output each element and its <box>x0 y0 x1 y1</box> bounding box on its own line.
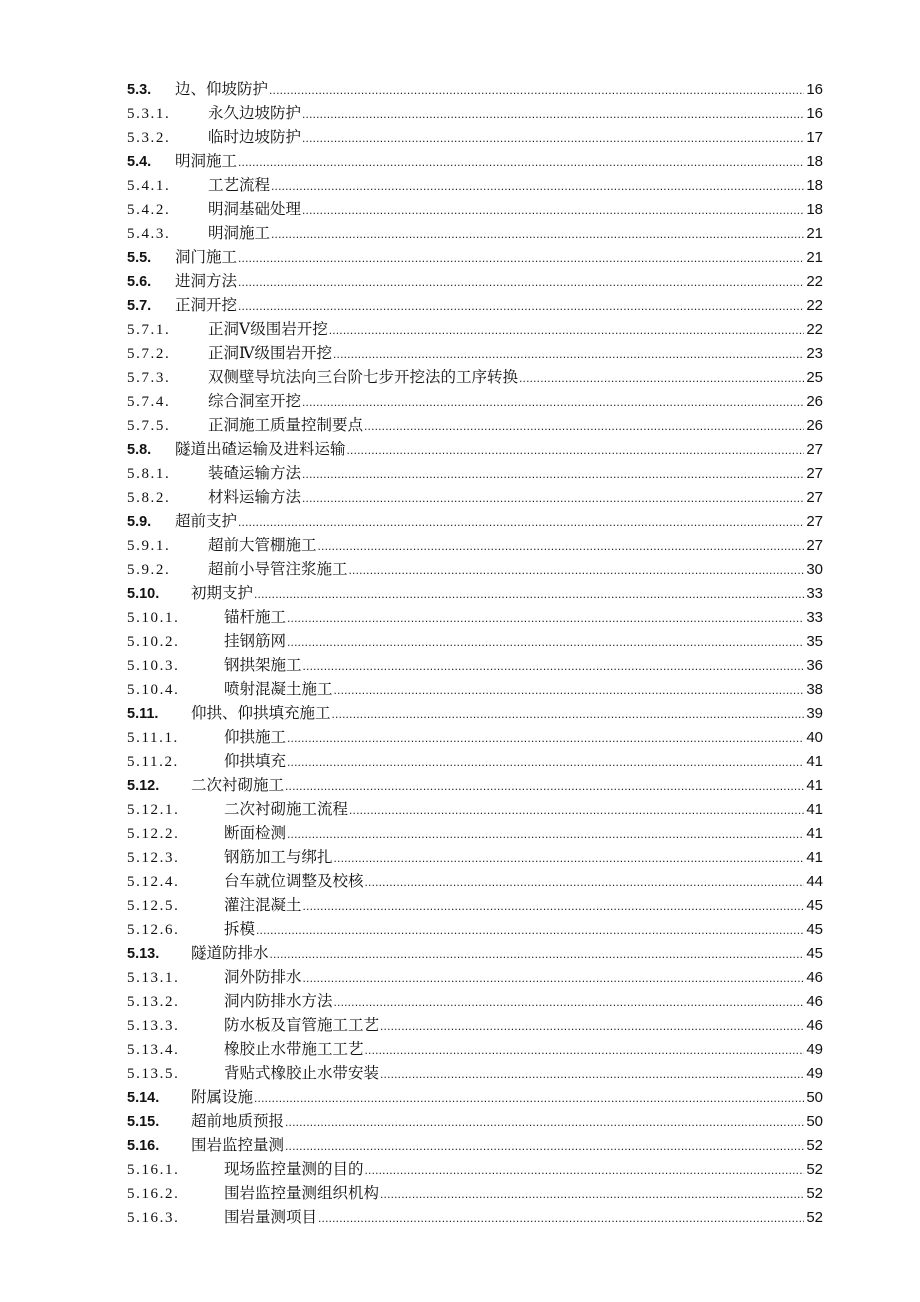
dot-leader <box>333 342 804 366</box>
dot-leader <box>271 222 804 246</box>
toc-entry[interactable] <box>127 749 823 773</box>
toc-entry-number: 5.16.1. <box>127 1162 180 1178</box>
toc-entry-page-number: 16 <box>806 81 823 98</box>
toc-entry-number: 5.7.5. <box>127 418 171 434</box>
toc-entry-title: 超前支护 <box>175 512 238 530</box>
toc-entry-page-number: 22 <box>806 321 823 338</box>
toc-entry-number: 5.11.2. <box>127 754 179 770</box>
toc-entry[interactable] <box>127 365 823 389</box>
dot-leader <box>380 1014 804 1038</box>
toc-entry-page-number: 26 <box>806 417 823 434</box>
toc-entry[interactable] <box>127 317 823 341</box>
toc-entry-page-number: 25 <box>806 369 823 386</box>
toc-entry[interactable] <box>127 77 823 101</box>
toc-entry-page-number: 45 <box>806 897 823 914</box>
toc-entry-number: 5.12.4. <box>127 874 180 890</box>
toc-entry[interactable] <box>127 461 823 485</box>
toc-entry-number: 5.4.3. <box>127 226 171 242</box>
dot-leader <box>364 414 804 438</box>
toc-entry-title: 进洞方法 <box>175 272 238 290</box>
dot-leader <box>302 390 804 414</box>
dot-leader <box>271 174 804 198</box>
toc-entry-page-number: 27 <box>806 489 823 506</box>
toc-entry-title: 灌注混凝土 <box>224 896 302 914</box>
toc-entry-number: 5.7. <box>127 298 152 314</box>
dot-leader <box>365 1158 804 1182</box>
toc-entry[interactable] <box>127 653 823 677</box>
toc-entry-page-number: 21 <box>806 249 823 266</box>
toc-entry-number: 5.3. <box>127 82 152 98</box>
toc-entry-number: 5.5. <box>127 250 152 266</box>
toc-entry-number: 5.9.1. <box>127 538 171 554</box>
toc-entry-title: 仰拱填充 <box>224 752 287 770</box>
toc-entry-title: 现场监控量测的目的 <box>224 1160 364 1178</box>
toc-entry[interactable] <box>127 509 823 533</box>
toc-entry-page-number: 46 <box>806 1017 823 1034</box>
toc-entry[interactable] <box>127 1181 823 1205</box>
toc-entry[interactable] <box>127 221 823 245</box>
toc-entry-page-number: 46 <box>806 969 823 986</box>
toc-entry-number: 5.9. <box>127 514 152 530</box>
toc-entry-page-number: 17 <box>806 129 823 146</box>
toc-entry-title: 初期支护 <box>191 584 254 602</box>
toc-entry-number: 5.13.3. <box>127 1018 180 1034</box>
dot-leader <box>303 894 804 918</box>
toc-entry-number: 5.7.4. <box>127 394 171 410</box>
dot-leader <box>334 990 804 1014</box>
toc-entry-title: 仰拱、仰拱填充施工 <box>191 704 331 722</box>
toc-entry-title: 喷射混凝土施工 <box>224 680 333 698</box>
toc-entry-page-number: 41 <box>806 801 823 818</box>
toc-entry-title: 仰拱施工 <box>224 728 287 746</box>
toc-entry-page-number: 26 <box>806 393 823 410</box>
toc-entry[interactable] <box>127 341 823 365</box>
dot-leader <box>238 246 804 270</box>
toc-entry-number: 5.16.2. <box>127 1186 180 1202</box>
toc-entry[interactable] <box>127 245 823 269</box>
toc-entry-title: 正洞开挖 <box>175 296 238 314</box>
toc-entry[interactable] <box>127 773 823 797</box>
dot-leader <box>287 630 804 654</box>
toc-entry-number: 5.13.4. <box>127 1042 180 1058</box>
toc-entry-page-number: 27 <box>806 441 823 458</box>
toc-entry-title: 台车就位调整及校核 <box>224 872 364 890</box>
toc-entry-title: 隧道防排水 <box>191 944 269 962</box>
dot-leader <box>380 1182 804 1206</box>
toc-entry-number: 5.12.1. <box>127 802 180 818</box>
toc-entry-page-number: 33 <box>806 585 823 602</box>
toc-entry[interactable] <box>127 725 823 749</box>
toc-entry-title: 围岩监控量测组织机构 <box>224 1184 380 1202</box>
toc-entry-title: 锚杆施工 <box>224 608 287 626</box>
dot-leader <box>329 318 804 342</box>
toc-entry-page-number: 18 <box>806 201 823 218</box>
dot-leader <box>302 102 804 126</box>
toc-entry-title: 明洞施工 <box>208 224 271 242</box>
toc-entry[interactable] <box>127 869 823 893</box>
toc-entry-title: 临时边坡防护 <box>208 128 302 146</box>
toc-entry[interactable] <box>127 917 823 941</box>
dot-leader <box>285 1134 804 1158</box>
toc-entry-page-number: 52 <box>806 1161 823 1178</box>
toc-entry[interactable] <box>127 989 823 1013</box>
toc-entry-page-number: 45 <box>806 921 823 938</box>
toc-entry-title: 明洞基础处理 <box>208 200 302 218</box>
toc-entry-title: 二次衬砌施工 <box>191 776 285 794</box>
toc-entry-page-number: 22 <box>806 273 823 290</box>
toc-entry-title: 洞外防排水 <box>224 968 302 986</box>
toc-entry-page-number: 39 <box>806 705 823 722</box>
toc-entry-page-number: 41 <box>806 777 823 794</box>
toc-entry-number: 5.8.2. <box>127 490 171 506</box>
toc-entry-number: 5.12.6. <box>127 922 180 938</box>
toc-entry-number: 5.15. <box>127 1114 160 1130</box>
toc-entry[interactable] <box>127 797 823 821</box>
toc-entry-title: 正洞Ⅴ级围岩开挖 <box>208 320 328 338</box>
toc-entry-number: 5.7.2. <box>127 346 171 362</box>
toc-entry-number: 5.12.3. <box>127 850 180 866</box>
toc-entry-title: 橡胶止水带施工工艺 <box>224 1040 364 1058</box>
toc-entry-title: 钢筋加工与绑扎 <box>224 848 333 866</box>
dot-leader <box>238 270 804 294</box>
toc-entry-page-number: 50 <box>806 1113 823 1130</box>
dot-leader <box>302 198 804 222</box>
toc-entry-title: 综合洞室开挖 <box>208 392 302 410</box>
toc-entry-page-number: 49 <box>806 1041 823 1058</box>
toc-entry-number: 5.3.1. <box>127 106 171 122</box>
dot-leader <box>347 438 804 462</box>
toc-entry[interactable] <box>127 1157 823 1181</box>
toc-entry-number: 5.7.3. <box>127 370 171 386</box>
toc-entry-title: 边、仰坡防护 <box>175 80 269 98</box>
dot-leader <box>334 678 804 702</box>
toc-entry-number: 5.10.4. <box>127 682 180 698</box>
dot-leader <box>380 1062 804 1086</box>
dot-leader <box>365 1038 804 1062</box>
toc-entry-page-number: 35 <box>806 633 823 650</box>
toc-entry-number: 5.7.1. <box>127 322 171 338</box>
toc-entry-number: 5.11. <box>127 706 159 722</box>
toc-entry-title: 超前地质预报 <box>191 1112 285 1130</box>
toc-entry-number: 5.10. <box>127 586 160 602</box>
toc-entry[interactable] <box>127 533 823 557</box>
toc-entry-page-number: 27 <box>806 537 823 554</box>
dot-leader <box>254 1086 804 1110</box>
toc-entry-title: 围岩量测项目 <box>224 1208 318 1226</box>
dot-leader <box>269 78 804 102</box>
toc-entry-page-number: 50 <box>806 1089 823 1106</box>
toc-entry-title: 装碴运输方法 <box>208 464 302 482</box>
toc-entry-title: 正洞Ⅳ级围岩开挖 <box>208 344 332 362</box>
dot-leader <box>287 606 804 630</box>
toc-entry-number: 5.11.1. <box>127 730 179 746</box>
toc-entry-title: 工艺流程 <box>208 176 271 194</box>
toc-entry-page-number: 18 <box>806 177 823 194</box>
dot-leader <box>270 942 804 966</box>
toc-entry-number: 5.16.3. <box>127 1210 180 1226</box>
toc-entry[interactable] <box>127 1037 823 1061</box>
toc-entry-page-number: 18 <box>806 153 823 170</box>
toc-entry-number: 5.14. <box>127 1090 160 1106</box>
dot-leader <box>349 798 804 822</box>
toc-entry[interactable] <box>127 1013 823 1037</box>
toc-entry-page-number: 21 <box>806 225 823 242</box>
toc-entry-number: 5.4. <box>127 154 152 170</box>
dot-leader <box>238 294 804 318</box>
toc-entry-title: 钢拱架施工 <box>224 656 302 674</box>
toc-entry[interactable] <box>127 629 823 653</box>
toc-entry[interactable] <box>127 149 823 173</box>
toc-entry[interactable] <box>127 557 823 581</box>
toc-entry-page-number: 52 <box>806 1137 823 1154</box>
toc-entry-number: 5.10.2. <box>127 634 180 650</box>
dot-leader <box>287 750 804 774</box>
toc-entry-number: 5.13.2. <box>127 994 180 1010</box>
toc-entry-number: 5.13.1. <box>127 970 180 986</box>
toc-entry[interactable] <box>127 413 823 437</box>
toc-entry[interactable] <box>127 485 823 509</box>
toc-entry-page-number: 41 <box>806 825 823 842</box>
toc-entry-title: 超前小导管注浆施工 <box>208 560 348 578</box>
toc-entry[interactable] <box>127 125 823 149</box>
toc-entry-title: 背贴式橡胶止水带安装 <box>224 1064 380 1082</box>
dot-leader <box>332 702 804 726</box>
toc-entry-number: 5.12.5. <box>127 898 180 914</box>
toc-entry[interactable] <box>127 605 823 629</box>
dot-leader <box>254 582 804 606</box>
dot-leader <box>256 918 804 942</box>
toc-entry[interactable] <box>127 893 823 917</box>
toc-entry-number: 5.10.1. <box>127 610 180 626</box>
toc-entry-number: 5.12. <box>127 778 160 794</box>
dot-leader <box>519 366 804 390</box>
toc-entry[interactable] <box>127 389 823 413</box>
toc-entry[interactable] <box>127 293 823 317</box>
dot-leader <box>318 1206 804 1230</box>
toc-entry-number: 5.10.3. <box>127 658 180 674</box>
toc-entry-page-number: 52 <box>806 1209 823 1226</box>
toc-entry-number: 5.4.1. <box>127 178 171 194</box>
toc-entry[interactable] <box>127 269 823 293</box>
toc-entry-title: 拆模 <box>224 920 256 938</box>
toc-entry-page-number: 38 <box>806 681 823 698</box>
toc-entry-title: 附属设施 <box>191 1088 254 1106</box>
dot-leader <box>302 126 804 150</box>
dot-leader <box>285 1110 804 1134</box>
toc-entry-page-number: 33 <box>806 609 823 626</box>
table-of-contents <box>127 77 823 1229</box>
toc-entry-number: 5.6. <box>127 274 152 290</box>
toc-entry-number: 5.12.2. <box>127 826 180 842</box>
toc-entry-page-number: 41 <box>806 849 823 866</box>
toc-entry-number: 5.4.2. <box>127 202 171 218</box>
toc-entry-title: 洞内防排水方法 <box>224 992 333 1010</box>
toc-entry[interactable] <box>127 701 823 725</box>
toc-entry-number: 5.16. <box>127 1138 160 1154</box>
toc-entry-page-number: 45 <box>806 945 823 962</box>
toc-entry[interactable] <box>127 965 823 989</box>
dot-leader <box>302 486 804 510</box>
toc-entry-title: 二次衬砌施工流程 <box>224 800 349 818</box>
toc-entry-page-number: 27 <box>806 513 823 530</box>
toc-entry-title: 洞门施工 <box>175 248 238 266</box>
toc-entry[interactable] <box>127 197 823 221</box>
toc-entry-page-number: 52 <box>806 1185 823 1202</box>
toc-entry-number: 5.3.2. <box>127 130 171 146</box>
dot-leader <box>287 822 804 846</box>
toc-entry-page-number: 16 <box>806 105 823 122</box>
dot-leader <box>303 654 804 678</box>
dot-leader <box>318 534 804 558</box>
toc-entry-page-number: 30 <box>806 561 823 578</box>
toc-entry-title: 双侧壁导坑法向三台阶七步开挖法的工序转换 <box>208 368 519 386</box>
toc-entry[interactable] <box>127 941 823 965</box>
toc-entry[interactable] <box>127 845 823 869</box>
toc-entry-title: 隧道出碴运输及进料运输 <box>175 440 346 458</box>
toc-entry-number: 5.8.1. <box>127 466 171 482</box>
toc-entry[interactable] <box>127 173 823 197</box>
dot-leader <box>303 966 804 990</box>
toc-entry-title: 防水板及盲管施工工艺 <box>224 1016 380 1034</box>
toc-entry-page-number: 44 <box>806 873 823 890</box>
toc-entry-title: 永久边坡防护 <box>208 104 302 122</box>
toc-entry-number: 5.13. <box>127 946 160 962</box>
dot-leader <box>287 726 804 750</box>
toc-entry[interactable] <box>127 1205 823 1229</box>
dot-leader <box>365 870 804 894</box>
toc-entry[interactable] <box>127 677 823 701</box>
dot-leader <box>349 558 804 582</box>
toc-entry-title: 断面检测 <box>224 824 287 842</box>
dot-leader <box>238 150 804 174</box>
toc-entry[interactable] <box>127 101 823 125</box>
toc-entry-title: 挂钢筋网 <box>224 632 287 650</box>
toc-entry[interactable] <box>127 437 823 461</box>
toc-entry-number: 5.13.5. <box>127 1066 180 1082</box>
toc-entry[interactable] <box>127 1085 823 1109</box>
toc-entry-number: 5.9.2. <box>127 562 171 578</box>
toc-entry-number: 5.8. <box>127 442 152 458</box>
toc-entry-page-number: 23 <box>806 345 823 362</box>
toc-entry-page-number: 41 <box>806 753 823 770</box>
dot-leader <box>334 846 804 870</box>
toc-entry-title: 明洞施工 <box>175 152 238 170</box>
toc-entry-title: 围岩监控量测 <box>191 1136 285 1154</box>
toc-entry[interactable] <box>127 581 823 605</box>
dot-leader <box>238 510 804 534</box>
toc-entry[interactable] <box>127 1133 823 1157</box>
toc-entry-page-number: 36 <box>806 657 823 674</box>
toc-entry[interactable] <box>127 1061 823 1085</box>
toc-entry[interactable] <box>127 1109 823 1133</box>
toc-entry-page-number: 40 <box>806 729 823 746</box>
toc-entry-title: 超前大管棚施工 <box>208 536 317 554</box>
toc-entry[interactable] <box>127 821 823 845</box>
toc-entry-page-number: 46 <box>806 993 823 1010</box>
dot-leader <box>302 462 804 486</box>
toc-entry-title: 材料运输方法 <box>208 488 302 506</box>
toc-entry-page-number: 27 <box>806 465 823 482</box>
toc-entry-page-number: 22 <box>806 297 823 314</box>
toc-entry-page-number: 49 <box>806 1065 823 1082</box>
dot-leader <box>285 774 804 798</box>
toc-entry-title: 正洞施工质量控制要点 <box>208 416 364 434</box>
